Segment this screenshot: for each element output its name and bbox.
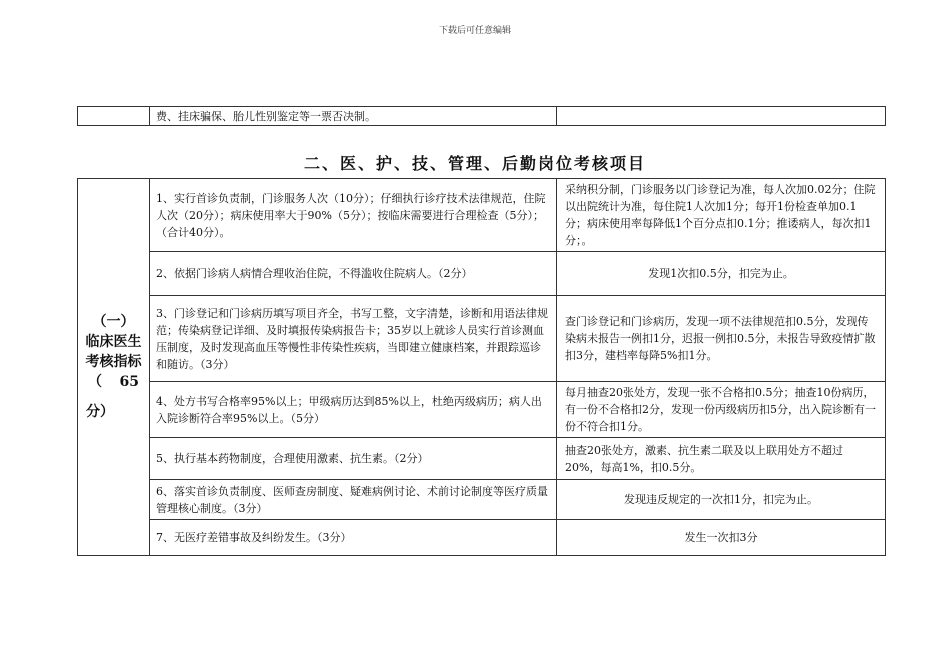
deduction-cell: 发现违反规定的一次扣1分，扣完为止。: [557, 480, 886, 520]
requirement-cell: 4、处方书写合格率95%以上；甲级病历达到85%以上，杜绝丙级病历；病人出入院诊断符合率95%以上。（5分）: [150, 382, 557, 438]
requirement-cell: 1、实行首诊负责制，门诊服务人次（10分）；仔细执行诊疗技术法律规范，住院人次（20分）；病床使用率大于90%（5分）；按临床需要进行合理检查（5分）；（合计40分）。: [150, 179, 557, 252]
category-line: 考核指标: [85, 354, 142, 370]
empty-cell: [557, 107, 886, 126]
table-row: [78, 179, 886, 252]
deduction-cell: 发生一次扣3分: [557, 520, 886, 556]
top-table: [77, 106, 886, 126]
requirement-cell: 5、执行基本药物制度，合理使用激素、抗生素。（2分）: [150, 438, 557, 480]
assessment-table: [77, 178, 886, 556]
category-score: 65: [119, 374, 139, 390]
deduction-cell: 抽查20张处方，激素、抗生素二联及以上联用处方不超过20%，每高1%，扣0.5分。: [557, 438, 886, 480]
header-note: 下载后可任意编辑: [438, 26, 511, 36]
deduction-cell: 采纳积分制，门诊服务以门诊登记为准，每人次加0.02分；住院以出院统计为准，每住院1人次加1分；每开1份检查单加0.1分；病床使用率每降低1个百分点扣0.1分；推诿病人，每次扣1分；。: [557, 179, 886, 252]
table-row: [78, 252, 886, 296]
section-title: 二、医、护、技、管理、后勤岗位考核项目: [303, 154, 646, 173]
category-line: （一）: [92, 314, 135, 330]
deduction-cell: 查门诊登记和门诊病历，发现一项不法律规范扣0.5分，发现传染病未报告一例扣1分，迟报一例扣0.5分，未报告导致疫情扩散扣3分，建档率每降5%扣1分。: [557, 296, 886, 382]
category-bracket: （: [88, 374, 102, 390]
table-row: [78, 438, 886, 480]
table-row: [78, 382, 886, 438]
requirement-cell: 6、落实首诊负责制度、医师查房制度、疑难病例讨论、术前讨论制度等医疗质量管理核心制度。（3分）: [150, 480, 557, 520]
category-line: [78, 372, 149, 392]
table-row: [78, 480, 886, 520]
deduction-cell: 发现1次扣0.5分，扣完为止。: [557, 252, 886, 296]
empty-cell: [78, 107, 150, 126]
table-row: [78, 520, 886, 556]
category-line: 分）: [86, 404, 114, 420]
deduction-cell: 每月抽查20张处方，发现一张不合格扣0.5分；抽查10份病历，有一份不合格扣2分，发现一份丙级病历扣5分，出入院诊断有一份不符合扣1分。: [557, 382, 886, 438]
requirement-cell: 7、无医疗差错事故及纠纷发生。（3分）: [150, 520, 557, 556]
requirement-cell: 2、依据门诊病人病情合理收治住院，不得滥收住院病人。（2分）: [150, 252, 557, 296]
category-cell: [78, 179, 150, 556]
top-row-text: 费、挂床骗保、胎儿性别鉴定等一票否决制。: [150, 107, 557, 126]
requirement-cell: 3、门诊登记和门诊病历填写项目齐全，书写工整，文字清楚，诊断和用语法律规范；传染病登记详细、及时填报传染病报告卡；35岁以上就诊人员实行首诊测血压制度，及时发现高血压等慢性非传染性疾病，当即建立健康档案，并跟踪巡诊和随访。（3分）: [150, 296, 557, 382]
table-row: [78, 296, 886, 382]
table-row: [78, 107, 886, 126]
category-line: 临床医生: [85, 334, 142, 350]
